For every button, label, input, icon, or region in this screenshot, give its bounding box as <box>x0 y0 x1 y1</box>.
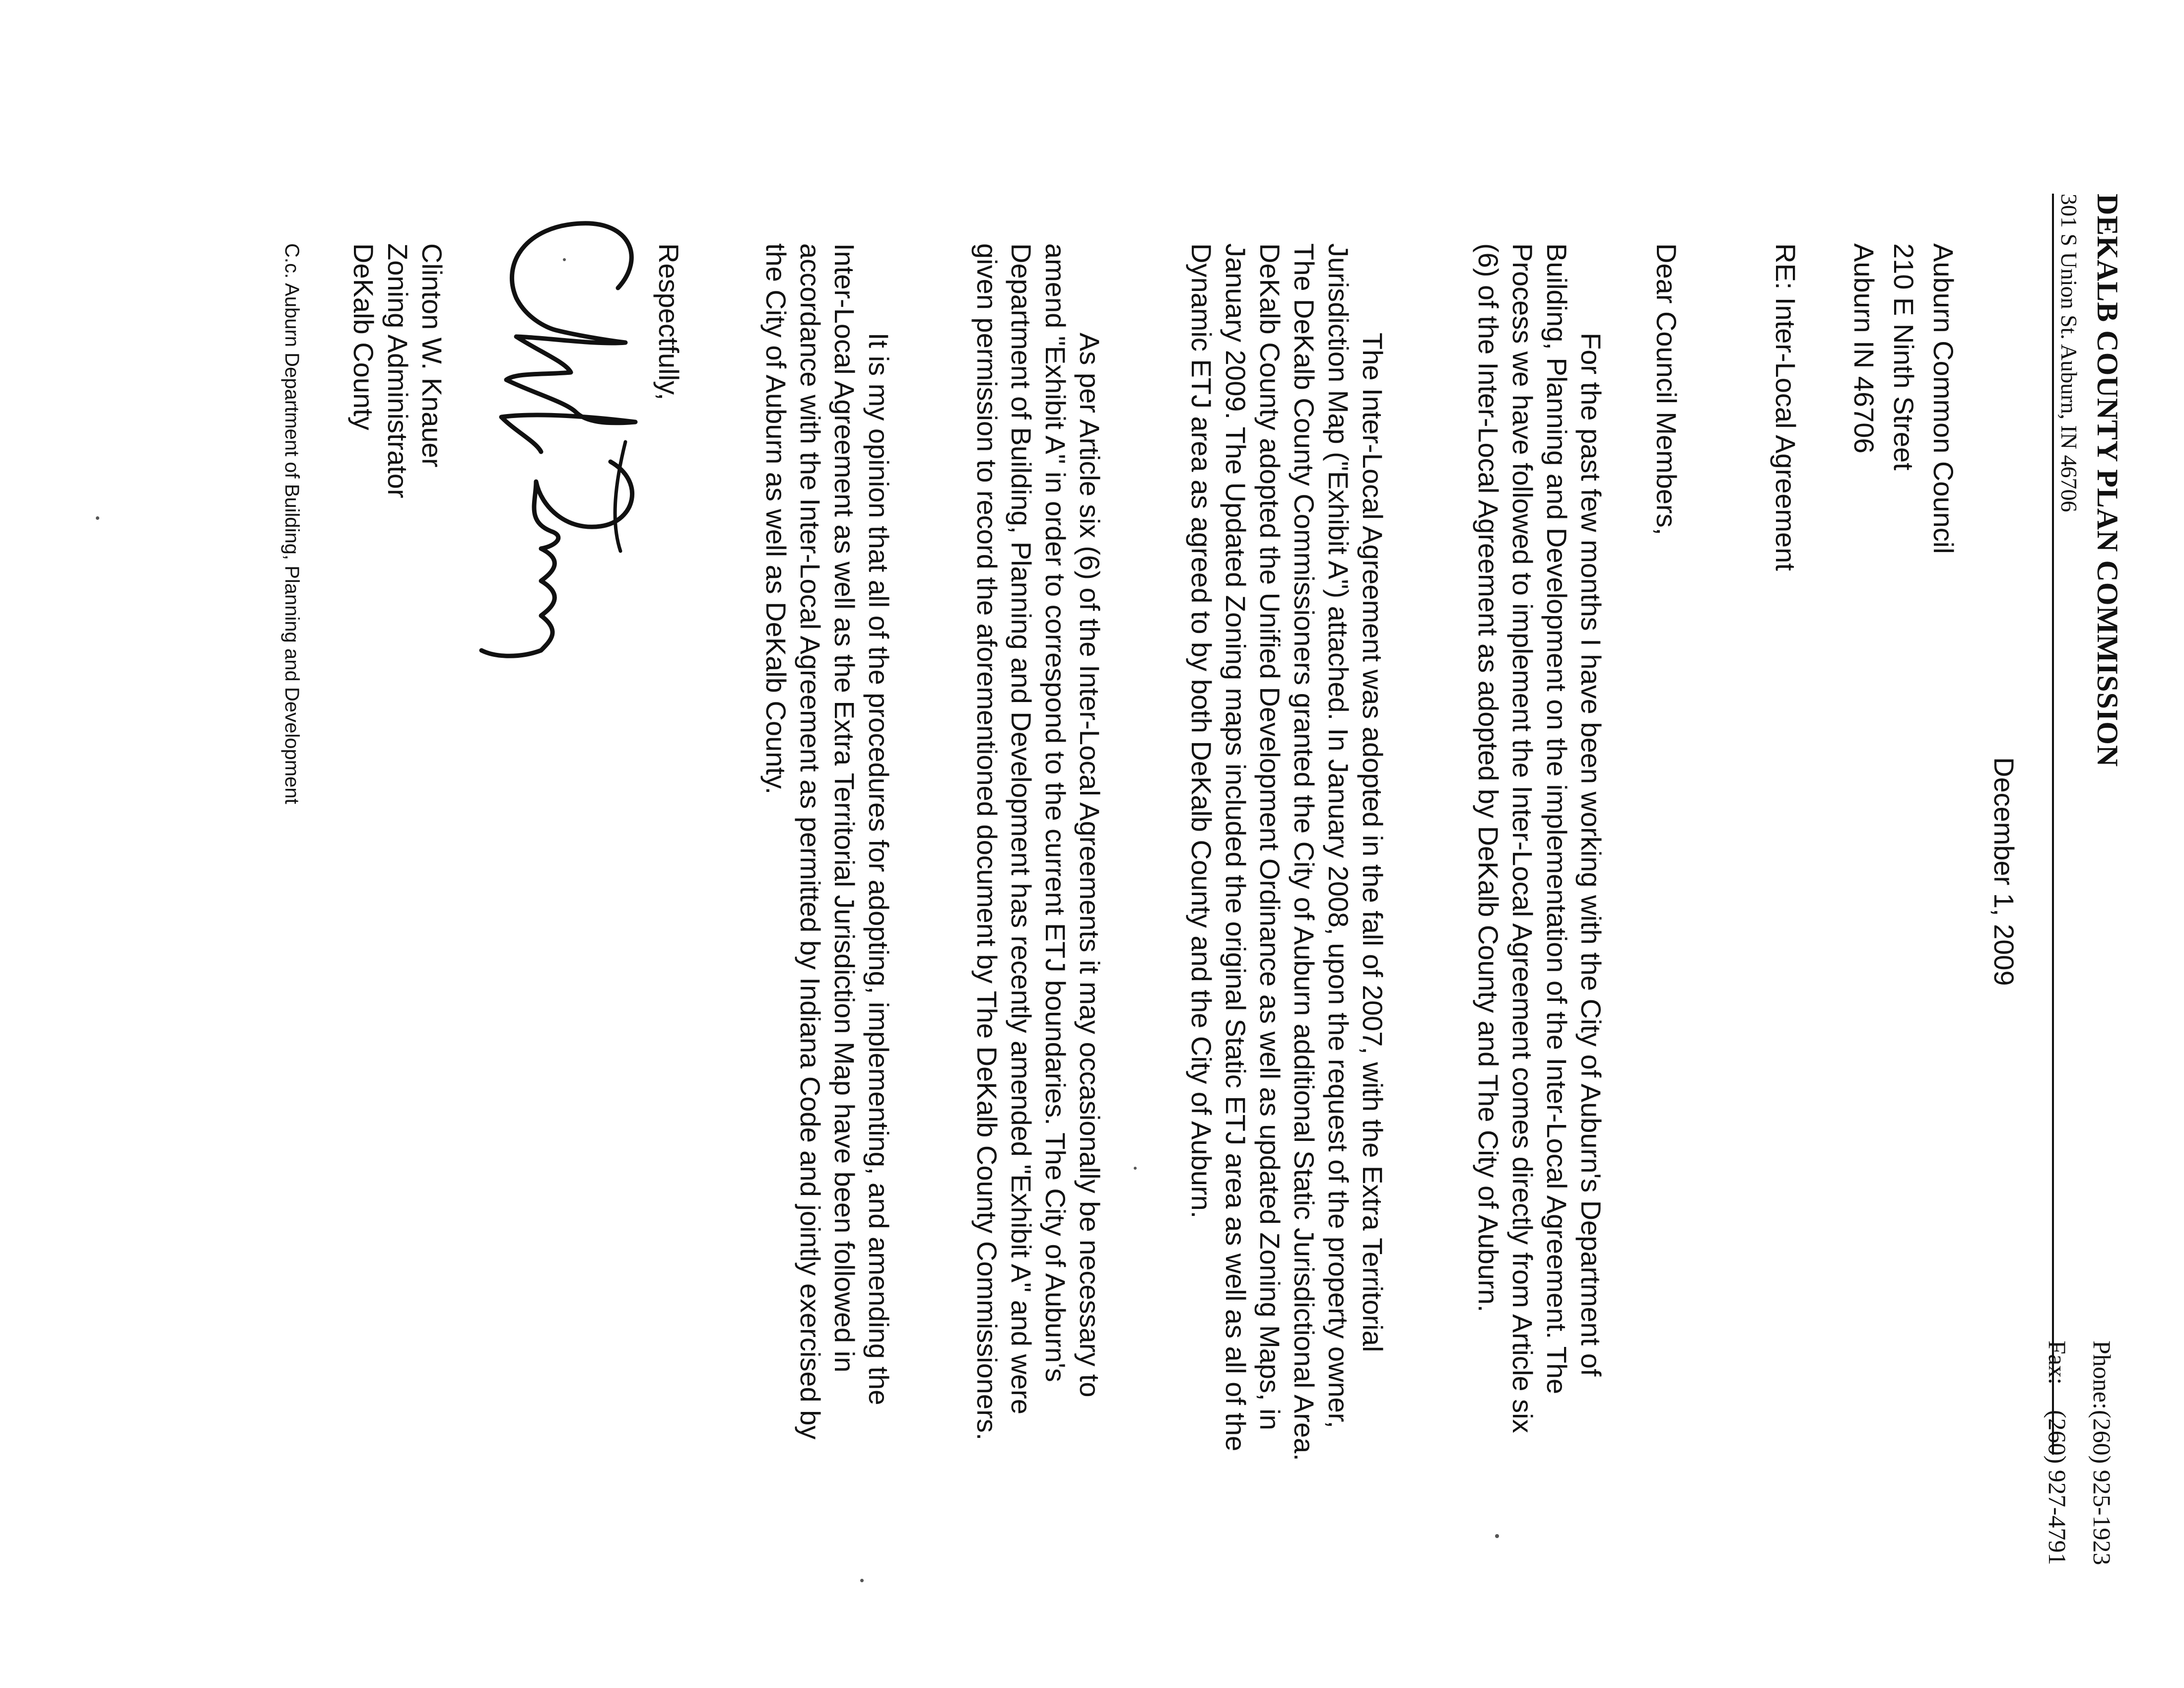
signer-name: Clinton W. Knauer <box>416 243 448 468</box>
phone-line <box>2080 1340 2124 1565</box>
recipient-address <box>1844 243 1963 554</box>
signer-organization: DeKalb County <box>348 243 379 430</box>
signer-block <box>346 243 449 498</box>
phone-label: Phone: <box>2088 1340 2116 1409</box>
body-paragraph-3: As per Article six (6) of the Inter-Local Agreements it may occasionally be necessary to amend "Exhibit A" in order to correspond to the current ETJ boundaries. The City of Auburn's Department of Building, Planning and Development has recently amended "Exhibit A" and were given permission to record the aforementioned document by The DeKalb County Commissioners. <box>971 243 1105 1441</box>
fax-line <box>2035 1340 2080 1565</box>
body-paragraph-4: It is my opinion that all of the procedures for adopting, implementing, and amending the Inter-Local Agreement as well as the Extra Territorial Jurisdiction Map have been followed in accordance with the Inter-Local Agreement as permitted by Indiana Code and jointly exercised by the City of Auburn as well as DeKalb County. <box>760 243 894 1440</box>
scan-speck <box>563 258 566 261</box>
phone-number: (260) 925-1923 <box>2088 1410 2116 1565</box>
body-paragraph-2: The Inter-Local Agreement was adopted in the fall of 2007, with the Extra Territorial Jurisdiction Map ("Exhibit A") attached. In January 2008, upon the request of the property owner, The DeKalb County Commissioners granted the City of Auburn additional Static Jurisdictional Area. DeKalb County adopted the Unified Development Ordinance as well as updated Zoning Maps, in January 2009. The Updated Zoning maps included the original Static ETJ area as well as all of the Dynamic ETJ area as agreed to by both DeKalb County and the City of Auburn. <box>1186 243 1388 1461</box>
scan-speck <box>1134 1167 1137 1170</box>
closing: Respectfully, <box>653 243 684 401</box>
greeting: Dear Council Members, <box>1651 243 1682 536</box>
recipient-city: Auburn IN 46706 <box>1848 243 1880 454</box>
signer-title: Zoning Administrator <box>382 243 413 498</box>
letter-date: December 1, 2009 <box>1988 757 2020 986</box>
scan-speck <box>96 516 99 520</box>
letterhead-title: DEKALB COUNTY PLAN COMMISSION <box>2091 194 2124 768</box>
scan-speck <box>1495 1534 1499 1538</box>
fax-label: Fax: <box>2044 1340 2071 1385</box>
subject-line: RE: Inter-Local Agreement <box>1770 243 1801 571</box>
recipient-name: Auburn Common Council <box>1928 243 1959 554</box>
handwritten-signature <box>472 204 665 675</box>
letterhead-contact <box>2035 1340 2124 1565</box>
body-paragraph-1: For the past few months I have been working with the City of Auburn's Department of Building, Planning and Development on the implementation of the Inter-Local Agreement. The Process we have followed to implement the Inter-Local Agreement comes directly from Article six (6) of the Inter-Local Agreement as adopted by DeKalb County and The City of Auburn. <box>1473 243 1607 1433</box>
fax-number: (260) 927-4791 <box>2044 1410 2071 1565</box>
letterhead-address: 301 S Union St. Auburn, IN 46706 <box>2052 194 2082 1455</box>
recipient-street: 210 E Ninth Street <box>1888 243 1919 471</box>
carbon-copy-line: C.c. Auburn Department of Building, Planning and Development <box>281 243 303 804</box>
scan-speck <box>860 1579 864 1582</box>
